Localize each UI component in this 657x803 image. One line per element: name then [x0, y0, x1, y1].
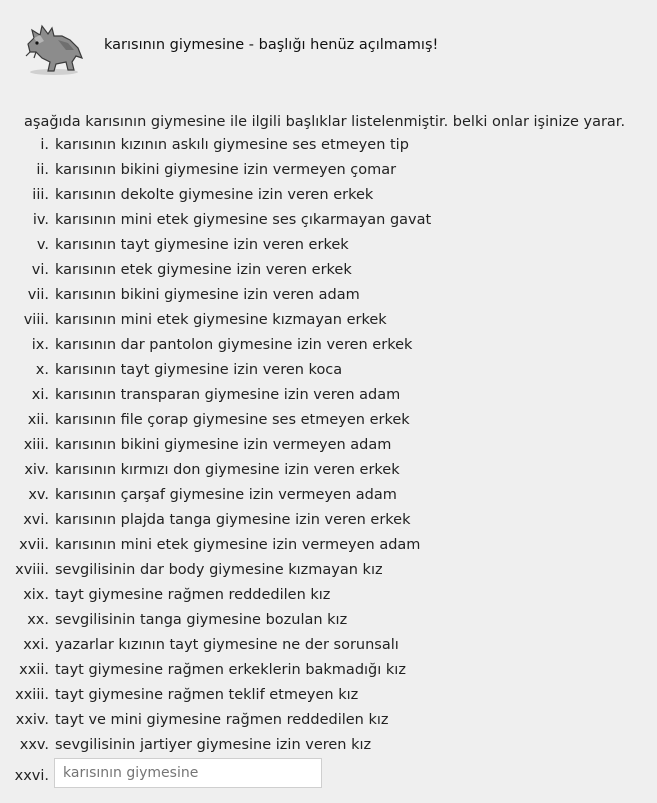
topic-link[interactable]: yazarlar kızının tayt giymesine ne der sorunsalı	[55, 637, 399, 653]
list-item-number: xxi.	[23, 637, 49, 653]
topic-link[interactable]: karısının mini etek giymesine ses çıkarmayan gavat	[55, 212, 432, 228]
topic-link[interactable]: karısının mini etek giymesine izin vermeyen adam	[55, 537, 421, 553]
topic-link[interactable]: tayt ve mini giymesine rağmen reddedilen kız	[55, 712, 389, 728]
list-item	[0, 633, 657, 658]
list-item	[0, 458, 657, 483]
list-item	[0, 183, 657, 208]
list-item-number: xxiii.	[15, 687, 49, 703]
list-item-number: xiv.	[24, 462, 49, 478]
topic-link[interactable]: karısının çarşaf giymesine izin vermeyen adam	[55, 487, 397, 503]
list-item-number: xiii.	[23, 437, 49, 453]
list-item-number: xxii.	[19, 662, 49, 678]
list-item	[0, 133, 657, 158]
list-item	[0, 608, 657, 633]
list-item	[0, 383, 657, 408]
list-item	[0, 158, 657, 183]
topic-link[interactable]: karısının transparan giymesine izin veren adam	[55, 387, 401, 403]
list-item-number: vi.	[31, 262, 49, 278]
list-item-number: viii.	[23, 312, 49, 328]
entry-title-input[interactable]	[54, 758, 322, 788]
page-title: karısının giymesine - başlığı henüz açılmamış!	[104, 37, 439, 53]
list-item	[0, 508, 657, 533]
topic-link[interactable]: karısının bikini giymesine izin vermeyen çomar	[55, 162, 397, 178]
topic-link[interactable]: sevgilisinin jartiyer giymesine izin veren kız	[55, 737, 372, 753]
list-item-number: vii.	[27, 287, 49, 303]
list-item-number: v.	[36, 237, 49, 253]
list-item	[0, 708, 657, 733]
list-item-number: xx.	[27, 612, 49, 628]
list-item-number: xxvi.	[14, 768, 49, 784]
topic-link[interactable]: karısının dar pantolon giymesine izin veren erkek	[55, 337, 413, 353]
topic-link[interactable]: karısının kırmızı don giymesine izin veren erkek	[55, 462, 400, 478]
list-item-number: xxv.	[19, 737, 49, 753]
topic-link[interactable]: karısının etek giymesine izin veren erkek	[55, 262, 352, 278]
list-item-number: xii.	[27, 412, 49, 428]
topic-link[interactable]: karısının bikini giymesine izin veren adam	[55, 287, 360, 303]
topic-link[interactable]: karısının dekolte giymesine izin veren erkek	[55, 187, 374, 203]
list-item-number: ii.	[36, 162, 49, 178]
topic-link[interactable]: karısının kızının askılı giymesine ses etmeyen tip	[55, 137, 409, 153]
topic-link[interactable]: karısının plajda tanga giymesine izin veren erkek	[55, 512, 411, 528]
list-item-number: i.	[40, 137, 49, 153]
list-item	[0, 358, 657, 383]
dinosaur-mascot-icon	[22, 14, 86, 76]
list-item	[0, 433, 657, 458]
list-item	[0, 683, 657, 708]
topic-link[interactable]: sevgilisinin dar body giymesine kızmayan kız	[55, 562, 383, 578]
list-item-number: xviii.	[15, 562, 49, 578]
intro-text: aşağıda karısının giymesine ile ilgili başlıklar listelenmiştir. belki onlar işinize yarar.	[24, 114, 626, 130]
list-item	[0, 408, 657, 433]
list-item	[0, 483, 657, 508]
list-item-number: x.	[35, 362, 49, 378]
list-item	[0, 258, 657, 283]
list-item	[0, 583, 657, 608]
topic-link[interactable]: tayt giymesine rağmen teklif etmeyen kız	[55, 687, 359, 703]
list-item-number: xxiv.	[15, 712, 49, 728]
list-item	[0, 283, 657, 308]
list-item-number: xix.	[23, 587, 49, 603]
list-item	[0, 733, 657, 758]
list-item	[0, 233, 657, 258]
topic-link[interactable]: sevgilisinin tanga giymesine bozulan kız	[55, 612, 348, 628]
list-item	[0, 333, 657, 358]
list-item-number: iv.	[32, 212, 49, 228]
list-item	[0, 208, 657, 233]
topic-link[interactable]: karısının tayt giymesine izin veren koca	[55, 362, 343, 378]
list-item-number: xi.	[31, 387, 49, 403]
list-item	[0, 558, 657, 583]
topic-link[interactable]: tayt giymesine rağmen erkeklerin bakmadığı kız	[55, 662, 406, 678]
list-item-number: iii.	[32, 187, 49, 203]
list-item	[0, 308, 657, 333]
list-item-number: xvii.	[19, 537, 49, 553]
list-item-number: xvi.	[23, 512, 49, 528]
list-item	[0, 658, 657, 683]
topic-link[interactable]: tayt giymesine rağmen reddedilen kız	[55, 587, 331, 603]
related-topics-list	[0, 133, 657, 758]
new-entry-row	[0, 758, 657, 792]
page-header	[22, 14, 642, 76]
list-item-number: xv.	[28, 487, 49, 503]
list-item-number: ix.	[31, 337, 49, 353]
topic-link[interactable]: karısının file çorap giymesine ses etmeyen erkek	[55, 412, 410, 428]
topic-link[interactable]: karısının tayt giymesine izin veren erkek	[55, 237, 349, 253]
topic-link[interactable]: karısının bikini giymesine izin vermeyen adam	[55, 437, 392, 453]
topic-link[interactable]: karısının mini etek giymesine kızmayan erkek	[55, 312, 387, 328]
list-item	[0, 533, 657, 558]
